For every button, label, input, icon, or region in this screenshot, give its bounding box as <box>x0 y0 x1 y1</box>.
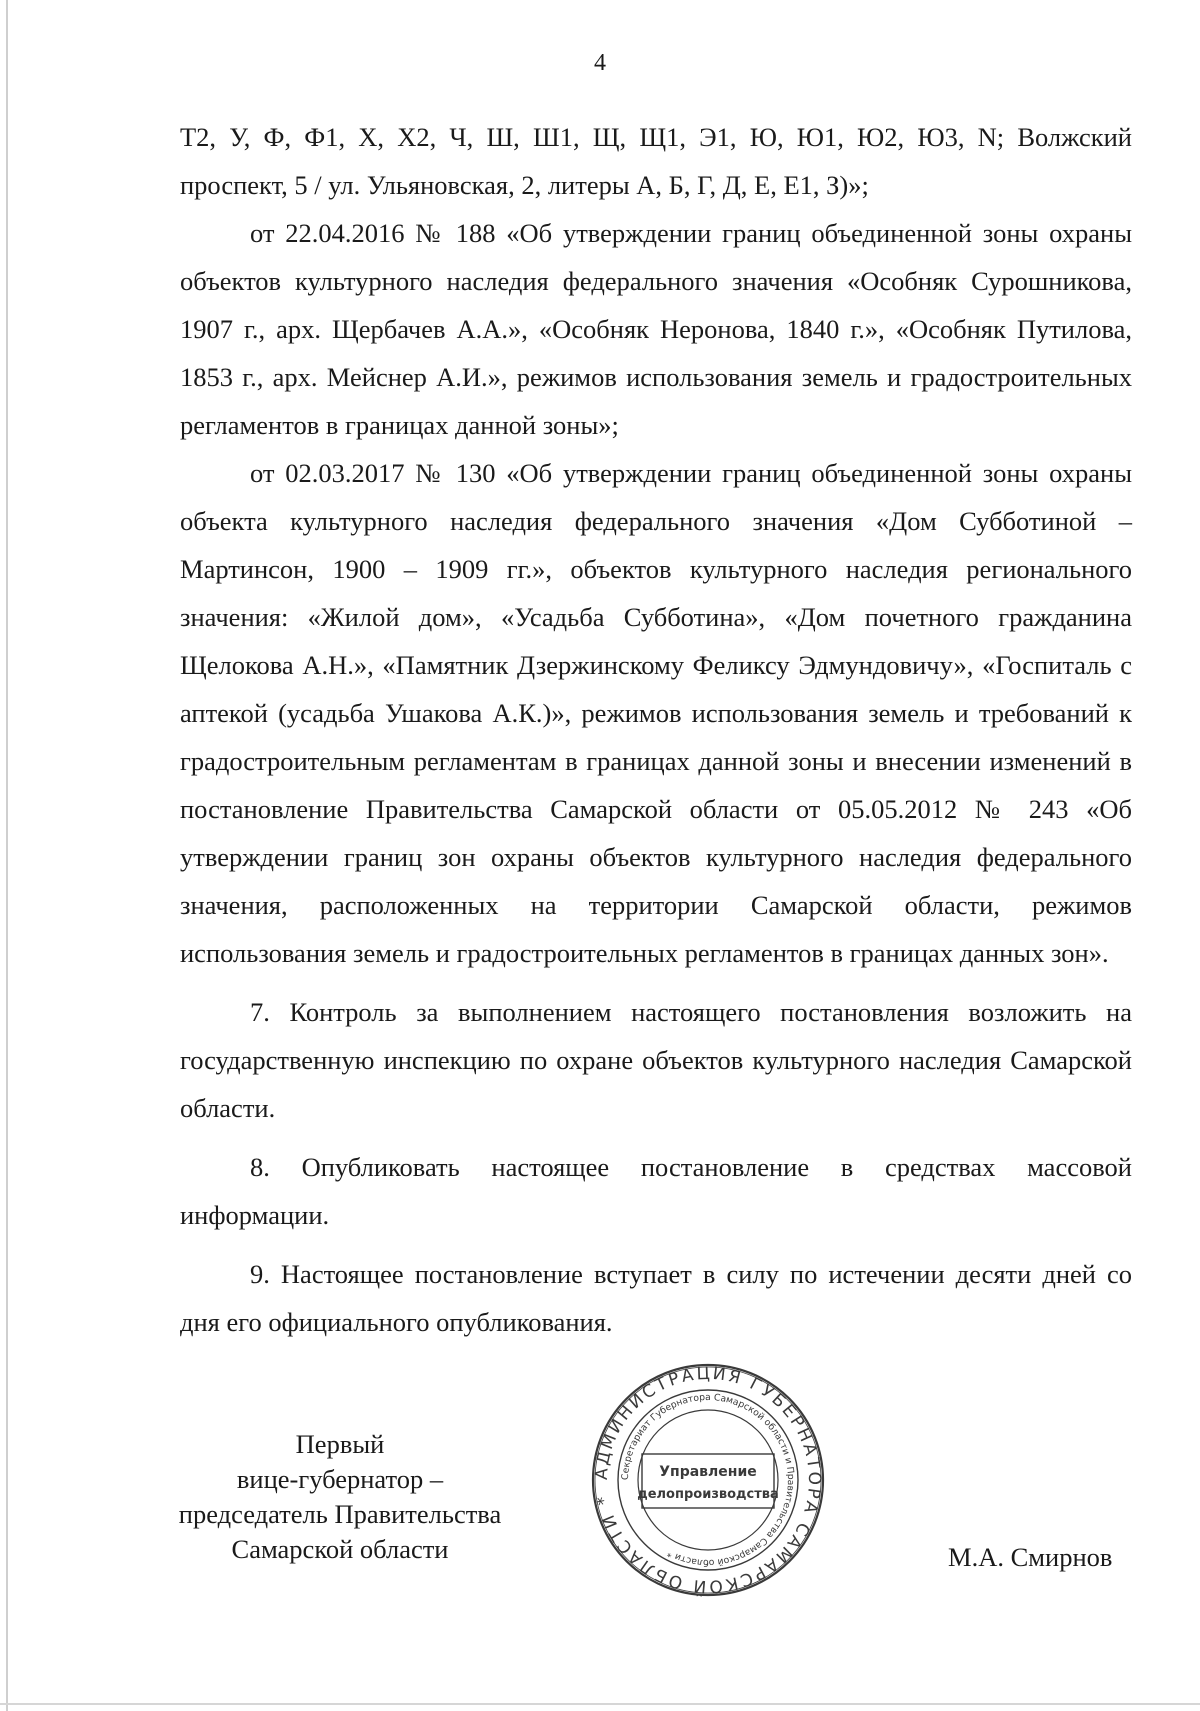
signer-title-line: Первый <box>295 1429 385 1459</box>
scan-left-edge <box>6 0 8 1711</box>
signer-name: М.А. Смирнов <box>948 1542 1113 1572</box>
signer-title <box>140 1427 540 1567</box>
paragraph-continuation: Т2, У, Ф, Ф1, Х, Х2, Ч, Ш, Ш1, Щ, Щ1, Э1, Ю, Ю1, Ю2, Ю3, N; Волжский проспект, 5 / ул. Ульяновская, 2, литеры А, Б, Г, Д, Е, Е1, З)»; <box>180 122 1132 200</box>
seal-center-line: Управление <box>659 1464 757 1480</box>
scan-bottom-edge <box>0 1703 1200 1705</box>
seal-center-line: делопроизводства <box>637 1487 779 1502</box>
seal-inner-text: Секретариат Губернатора Самарской области и Правительства Самарской области * <box>619 1391 797 1569</box>
seal-middle-ring <box>618 1390 798 1570</box>
signer-title-line: председатель Правительства <box>178 1499 502 1529</box>
clause-9: 9. Настоящее постановление вступает в силу по истечении десяти дней со дня его официального опубликования. <box>180 1259 1132 1337</box>
signer-title-line: Самарской области <box>231 1534 449 1564</box>
signer-title-line: вице-губернатор – <box>236 1464 444 1494</box>
official-seal-stamp <box>590 1362 826 1598</box>
seal-outer-text: АДМИНИСТРАЦИЯ ГУБЕРНАТОРА САМАРСКОЙ ОБЛАСТИ * <box>591 1363 825 1597</box>
paragraph-decree-2017: от 02.03.2017 № 130 «Об утверждении границ объединенной зоны охраны объекта культурного наследия федерального значения «Дом Субботиной – Мартинсон, 1900 – 1909 гг.», объектов культурного наследия регионального значения: «Жилой дом», «Усадьба Субботина», «Дом почетного гражданина Щелокова А.Н.», «Памятник Дзержинскому Феликсу Эдмундовичу», «Госпиталь с аптекой (усадьба Ушакова А.К.)», режимов использования земель и требований к градостроительным регламентам в границах данной зоны и внесении изменений в постановление Правительства Самарской области от 05.05.2012 № 243 «Об утверждении границ зон охраны объектов культурного наследия федерального значения, расположенных на территории Самарской области, режимов использования земель и градостроительных регламентов в границах данных зон». <box>180 458 1132 968</box>
document-body <box>180 113 1132 1346</box>
page-number: 4 <box>594 50 606 76</box>
seal-inner-ring <box>638 1410 778 1550</box>
clause-8: 8. Опубликовать настоящее постановление в средствах массовой информации. <box>180 1152 1132 1230</box>
clause-7: 7. Контроль за выполнением настоящего постановления возложить на государственную инспекцию по охране объектов культурного наследия Самарской области. <box>180 997 1132 1123</box>
paragraph-decree-2016: от 22.04.2016 № 188 «Об утверждении границ объединенной зоны охраны объектов культурного наследия федерального значения «Особняк Сурошникова, 1907 г., арх. Щербачев А.А.», «Особняк Неронова, 1840 г.», «Особняк Путилова, 1853 г., арх. Мейснер А.И.», режимов использования земель и градостроительных регламентов в границах данной зоны»; <box>180 218 1132 440</box>
